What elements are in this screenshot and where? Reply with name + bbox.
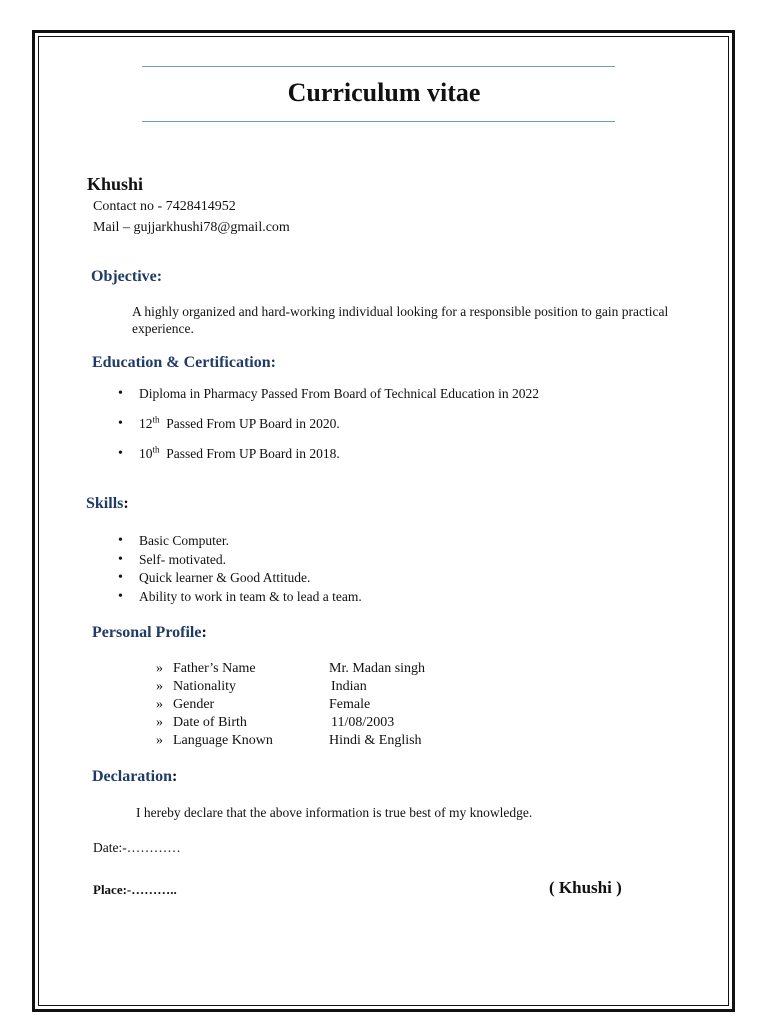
profile-row: [156, 697, 370, 713]
signature-name: ( Khushi ): [549, 878, 622, 897]
arrow-marker: »: [156, 679, 163, 694]
education-item-text: Passed From UP Board in 2018.: [166, 446, 340, 461]
profile-row: [156, 733, 422, 749]
declaration-heading-text: Declaration: [92, 768, 172, 785]
declaration-heading: Declaration:: [92, 768, 178, 785]
profile-value: Female: [329, 697, 371, 712]
profile-label: Nationality: [173, 679, 236, 694]
profile-value: Mr. Madan singh: [329, 661, 426, 676]
applicant-name: Khushi: [87, 174, 144, 194]
personal-profile-heading-text: Personal Profile: [92, 624, 202, 641]
profile-value: Hindi & English: [329, 733, 422, 748]
list-item: • Basic Computer.: [118, 533, 362, 552]
title-rule-top: [142, 66, 615, 67]
profile-row: [156, 679, 367, 695]
declaration-text: I hereby declare that the above information is true best of my knowledge.: [136, 805, 533, 820]
skills-heading-text: Skills: [86, 495, 124, 512]
arrow-marker: »: [156, 697, 163, 712]
profile-row: [156, 715, 394, 731]
education-list: [118, 386, 539, 476]
objective-text: A highly organized and hard-working individual looking for a responsible position to gain practical experience.: [132, 304, 669, 336]
document-title: Curriculum vitae: [287, 78, 481, 107]
ordinal-suffix: th: [152, 444, 160, 455]
education-item-number: 10: [139, 446, 153, 461]
list-item: [118, 446, 539, 476]
education-heading: Education & Certification:: [92, 354, 276, 371]
list-item: • Ability to work in team & to lead a team.: [118, 589, 362, 608]
email-address: Mail – gujjarkhushi78@gmail.com: [93, 220, 290, 235]
profile-label: Father’s Name: [173, 661, 256, 676]
date-field: Date:-…………: [93, 840, 181, 855]
personal-profile-heading: Personal Profile:: [92, 624, 207, 641]
list-item: [118, 386, 539, 416]
arrow-marker: »: [156, 733, 163, 748]
education-item-text: Diploma in Pharmacy Passed From Board of Technical Education in 2022: [139, 386, 539, 401]
title-rule-bottom: [142, 121, 615, 122]
list-item: [118, 416, 539, 446]
profile-row: [156, 661, 425, 677]
arrow-marker: »: [156, 661, 163, 676]
profile-label: Date of Birth: [173, 715, 247, 730]
place-field: Place:-………..: [93, 882, 177, 897]
profile-value: Indian: [331, 679, 367, 694]
profile-label: Gender: [173, 697, 215, 712]
education-item-text: Passed From UP Board in 2020.: [166, 416, 340, 431]
education-item-number: 12: [139, 416, 153, 431]
skills-heading: Skills:: [86, 495, 129, 512]
list-item: • Quick learner & Good Attitude.: [118, 570, 362, 589]
skills-list: [118, 533, 362, 607]
profile-label: Language Known: [173, 733, 273, 748]
objective-heading: Objective:: [91, 268, 163, 285]
contact-number: Contact no - 7428414952: [93, 199, 236, 214]
arrow-marker: »: [156, 715, 163, 730]
list-item: • Self- motivated.: [118, 552, 362, 571]
profile-value: 11/08/2003: [331, 715, 395, 730]
ordinal-suffix: th: [152, 414, 160, 425]
